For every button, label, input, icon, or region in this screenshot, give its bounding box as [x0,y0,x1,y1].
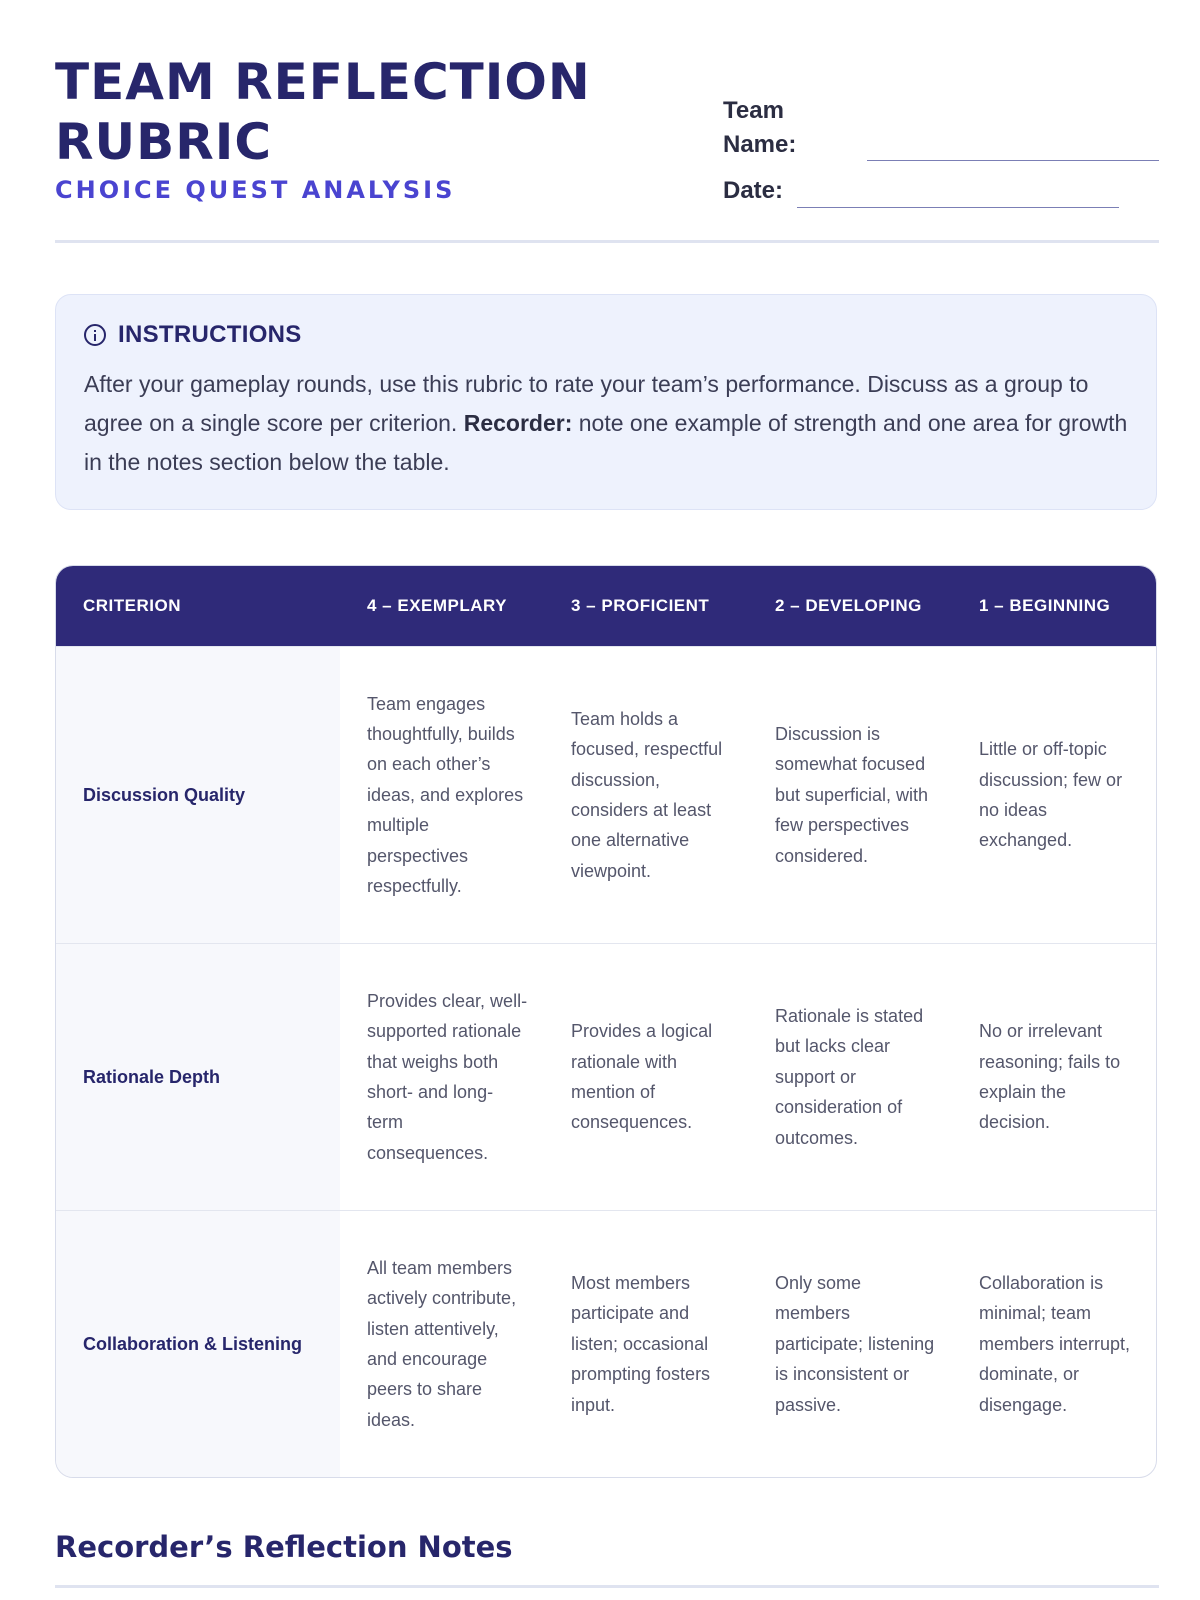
table-cell: Team holds a focused, respectful discussion, considers at least one alternative viewpoint. [571,708,723,881]
header-criterion: CRITERION [83,596,181,615]
table-row [56,1210,1156,1477]
table-cell: Little or off-topic discussion; few or no ideas exchanged. [979,739,1123,851]
page-title: TEAM REFLECTION RUBRIC [55,53,591,171]
page-header [55,0,1159,243]
header-proficient: 3 – PROFICIENT [571,596,710,615]
table-cell: No or irrelevant reasoning; fails to explain the decision. [979,1021,1121,1133]
team-name-label: Team Name: [723,97,797,158]
instructions-text-start: After your gameplay rounds, use this rubric to rate your team’s performance. Discuss as a group to agree on a single score per criterion. [84,371,1089,436]
info-icon [84,324,106,346]
table-cell: Provides a logical rationale with mention of consequences. [571,1021,713,1133]
criterion-cell: Rationale Depth [56,944,340,1210]
instructions-title: INSTRUCTIONS [118,321,302,348]
table-row [56,646,1156,943]
criterion-cell: Collaboration & Listening [56,1211,340,1477]
table-cell: All team members actively contribute, listen attentively, and encourage peers to share ideas. [367,1257,517,1430]
team-name-field[interactable] [867,160,1159,161]
date-field[interactable] [797,207,1119,208]
instructions-text-end: note one example of strength and one area for growth in the notes section below the table. [84,410,1128,475]
rubric-page [55,0,1159,1564]
instructions-box [55,294,1157,510]
table-header-row [56,566,1156,646]
header-exemplary: 4 – EXEMPLARY [367,596,508,615]
table-cell: Collaboration is minimal; team members interrupt, dominate, or disengage. [979,1272,1131,1415]
notes-title: Recorder’s Reflection Notes [55,1530,513,1564]
instructions-recorder-label: Recorder: [463,410,573,436]
table-cell: Provides clear, well-supported rationale that weighs both short- and long-term consequences. [367,990,528,1163]
table-cell: Only some members participate; listening is inconsistent or passive. [775,1272,935,1415]
table-cell: Team engages thoughtfully, builds on each other’s ideas, and explores multiple perspectives respectfully. [367,693,524,897]
page-subtitle: CHOICE QUEST ANALYSIS [55,176,456,204]
instructions-text [84,365,1128,482]
table-cell: Most members participate and listen; occasional prompting fosters input. [571,1272,711,1415]
criterion-cell: Discussion Quality [56,647,340,943]
table-cell: Discussion is somewhat focused but superficial, with few perspectives considered. [775,723,929,866]
table-cell: Rationale is stated but lacks clear support or consideration of outcomes. [775,1005,924,1148]
date-label: Date: [723,177,784,204]
notes-divider [55,1585,1159,1588]
instructions-header [84,321,1128,349]
header-developing: 2 – DEVELOPING [775,596,922,615]
rubric-table [55,565,1157,1478]
table-row [56,943,1156,1210]
header-beginning: 1 – BEGINNING [979,596,1111,615]
